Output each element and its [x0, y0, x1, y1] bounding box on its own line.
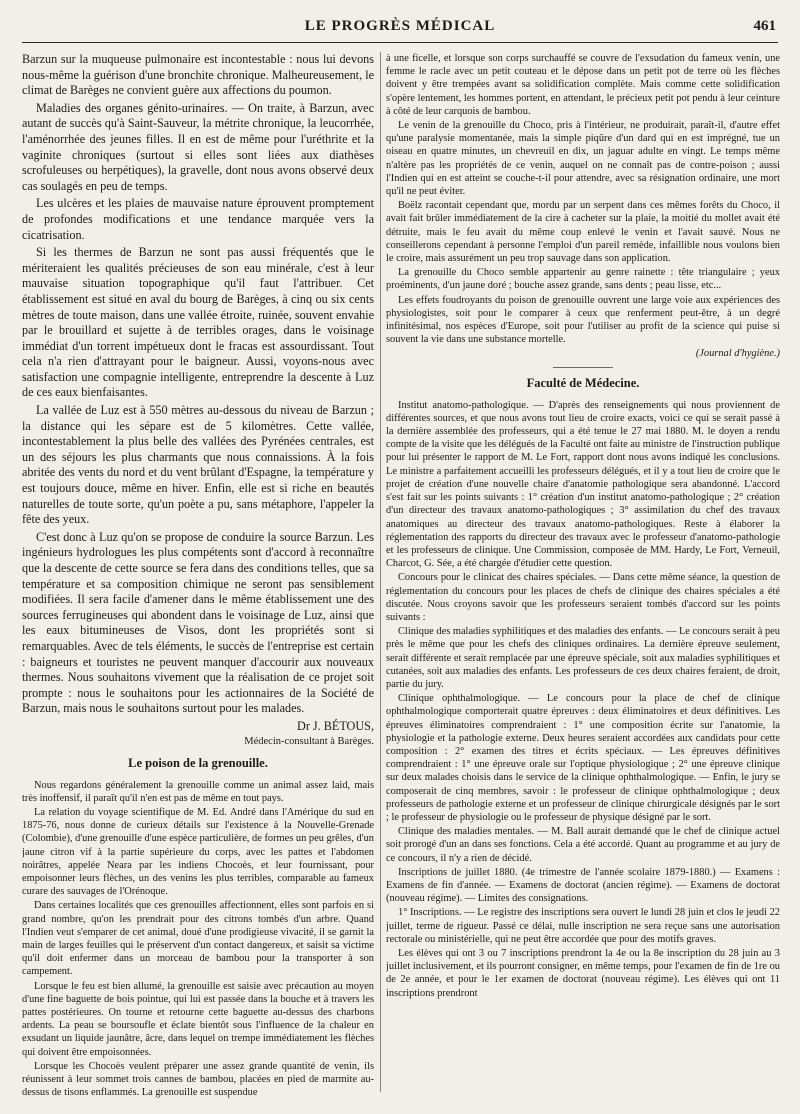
page-number: 461 [753, 18, 776, 34]
paragraph: Inscriptions de juillet 1880. (4e trimestre de l'année scolaire 1879-1880.) — Examens : Examens de fin d'année. — Examens de doctorat (ancien régime). — Examens de doctorat (nouveau régime). — Limites des consignations. [386, 866, 780, 905]
paragraph: Barzun sur la muqueuse pulmonaire est incontestable : nous lui devons nous-même la guérison d'une bronchite chronique. Malheureusement, le climat de Barèges ne convient guère aux affections du poumon. [22, 52, 374, 98]
paragraph: Dans certaines localités que ces grenouilles affectionnent, elles sont parfois en si grand nombre, qu'on les prendrait pour des citrons tombés d'un arbre. Quand l'Indien veut s'emparer de cet animal, doué d'une prodigieuse vivacité, il se garnit la main de larges feuilles qui le préservent d'un contact dangereux, et saisit sa victime qu'il doit enfermer dans un morceau de bambou pour la transporter à son campement. [22, 900, 374, 978]
source-citation: (Journal d'hygiène.) [695, 348, 780, 360]
paragraph: Lorsque les Chocoès veulent préparer une assez grande quantité de venin, ils réunissent à leur sommet trois cannes de bambou, placées en pied de marmite au-dessus de tisons enflammés. La grenouille est suspendue [22, 1060, 374, 1099]
paragraph: Les ulcères et les plaies de mauvaise nature éprouvent promptement de profondes modifications et une tendance marquée vers la cicatrisation. [22, 196, 374, 242]
paragraph: La grenouille du Choco semble appartenir au genre rainette : tête triangulaire ; yeux proéminents, d'un jaune doré ; bouche assez grande, sans dents ; peau lisse, etc... [386, 267, 780, 292]
paragraph: La vallée de Luz est à 550 mètres au-dessous du niveau de Barzun ; la distance qui les sépare est de 5 kilomètres. Cette vallée, incontestablement la plus belle des vallées des Pyrénées centrales, est un des séjours les plus charmants que nous connaissions. À la fois abritée des vents du nord et du vent brûlant d'Espagne, la température y est toujours douce, même en hiver. Enfin, elle est si riche en beautés naturelles de toute sorte, qu'un poète a pu, sans métaphore, l'appeler la fête des yeux. [22, 403, 374, 527]
paragraph: Boëlz racontait cependant que, mordu par un serpent dans ces mêmes forêts du Choco, il avait fait brûler immédiatement de la cire à cacheter sur la plaie, la moitié du mollet avait été détruite, mais le feu avait du même coup enlevé le venin et l'avait sauvé. Nous ne conseillerons cependant à personne l'emploi d'un pareil remède, infaillible nous voulons bien le croire, mais assurément un peu trop sauvage dans son application. [386, 200, 780, 265]
paragraph: Maladies des organes génito-urinaires. — On traite, à Barzun, avec autant de succès qu'à Saint-Sauveur, la métrite chronique, la leucorrhée, l'aménorrhée des jeunes filles. Il en est de même pour l'uréthrite et la vaginite chroniques (surtout si elles sont liées aux diathèses scrofuleuses ou herpétiques), la gravelle, dont nous avons observé deux cas soulagés en peu de temps. [22, 100, 374, 193]
column-divider [380, 52, 381, 1092]
paragraph: La relation du voyage scientifique de M. Ed. André dans l'Amérique du sud en 1875-76, nous donne de curieux détails sur l'existence à la Nouvelle-Grenade (Colombie), d'une grenouille d'une espèce particulière, de formes un peu grêles, d'un jaune citron vif à la partie supérieure du corps, avec les pattes et l'abdomen noirâtres, appelée Neara par les indiens Chocoès, et leur fournissant, pour empoisonner leurs flèches, un des venins les plus terribles, comparable au fameux curare des sauvages de l'Orénoque. [22, 806, 374, 898]
paragraph: Les effets foudroyants du poison de grenouille ouvrent une large voie aux expériences des physiologistes, soit pour le comparer à ceux que renferment peut-être, à un degré infinitésimal, nos espèces d'Europe, soit pour l'utiliser au profit de la science qui puise si souvent la vie dans une substance mortelle. [386, 294, 780, 346]
section-title-poison: Le poison de la grenouille. [128, 755, 268, 770]
signature-subtitle: Médecin-consultant à Barèges. [244, 735, 374, 747]
signature: Dr J. BÉTOUS, [297, 718, 374, 733]
paragraph: à une ficelle, et lorsque son corps surchauffé se couvre de l'exsudation du fameux venin, une femme le racle avec un petit couteau et le dépose dans un petit pot de terre où les flèches doivent y être trempées avant sa solidification complète. Mais comme cette solidification s'opère lentement, les hommes portent, en attendant, le précieux petit pot pendu à leur ceinture à côté de leur carquois de bambou. [386, 53, 780, 117]
page-header [22, 18, 778, 43]
section-divider [553, 367, 613, 368]
paragraph: Institut anatomo-pathologique. — D'après des renseignements qui nous proviennent de différentes sources, et que nous avons tout lieu de croire exacts, voici ce qui se serait passé à la dernière assemblée des professeurs, qui a été tenue le 27 mai 1880. M. le doyen a rendu compte de la visite que les délégués de la Faculté ont faite au ministre de l'instruction publique pour lui présenter le rapport de M. Le Fort, rapport dont nous avons indiqué les conclusions. Le ministre a parfaitement accueilli les professeurs délégués, et il y a tout lieu de croire que le projet de création d'une nouvelle chaire d'anatomie pathologique sera abandonné. L'accord s'est fait sur les points suivants : 1° création d'un institut anatomo-pathologique ; 2° création d'un directeur des travaux anatomo-pathologiques ; 3° assimilation du chef des travaux anatomiques au directeur des travaux anatomo-pathologiques. Reste à élaborer la réglementation des rapports du directeur des travaux avec le professeur d'anatomo-pathologie et les professeurs de clinique. Une Commission, composée de MM. Hardy, Le Fort, Verneuil, Charcot, G. Sée, a été chargée d'étudier cette question. [386, 399, 780, 570]
paragraph: Le venin de la grenouille du Choco, pris à l'intérieur, ne produirait, paraît-il, d'autre effet qu'une paralysie momentanée, mais la simple piqûre d'un dard qui en est imprégné, tue un oiseau en quatre minutes, un chevreuil en dix, un jaguar adulte en vingt. Le temps même n'altère pas les propriétés de ce venin, auquel on ne connaît pas de contre-poison ; aussi l'Indien qui en est atteint se couche-t-il pour attendre, avec sa résignation ordinaire, une mort qu'il ne peut éviter. [386, 120, 780, 198]
paragraph: C'est donc à Luz qu'on se propose de conduire la source Barzun. Les ingénieurs hydrologues les plus compétents sont d'accord à reconnaître que la descente de cette source se fera dans des conditions telles, que sa température et sa composition chimique ne seront pas sensiblement modifiées. Il sera facile d'amener dans le même établissement une des sources ferrugineuses qui abondent dans le voisinage de Luz, ainsi que les eaux bitumineuses de Visos, dont les propriétés sont si remarquables. Avec de tels éléments, le succès de l'entreprise est certain : baigneurs et touristes ne peuvent manquer d'accourir aux nouveaux thermes. Nous souhaitons vivement que la réalisation de ce projet soit prompte : nous le souhaitons pour les actionnaires de la Société de Barzun, mais nous le souhaitons surtout pour les malades. [22, 529, 374, 716]
paragraph: Clinique des maladies syphilitiques et des maladies des enfants. — Le concours serait à peu près le même que pour les chefs des cliniques ordinaires. La dernière épreuve seulement, serait différente et serait remplacée par une épreuve spéciale, soit aux maladies syphilitiques et cutanées, soit aux maladies des enfants. Les professeurs de ces deux chaires feraient, de droit, partie du jury. [386, 626, 780, 690]
right-column [386, 52, 780, 1102]
paragraph: Concours pour le clinicat des chaires spéciales. — Dans cette même séance, la question de réglementation du concours pour les places de chefs de clinique des chaires spéciales a été discutée. Nous croyons savoir que les professeurs seraient tombés d'accord sur les points suivants : [386, 572, 780, 623]
paragraph: Nous regardons généralement la grenouille comme un animal assez laid, mais très inoffensif, il paraît qu'il n'en est pas de même en tout pays. [22, 779, 374, 804]
paragraph: Clinique des maladies mentales. — M. Ball aurait demandé que le chef de clinique actuel soit prorogé d'un an dans ses fonctions. Cela a été accordé. Quant au programme et au jury de ce concours, il n'y a rien de décidé. [386, 826, 780, 864]
paragraph: Si les thermes de Barzun ne sont pas aussi fréquentés que le mériteraient les qualités précieuses de son eau minérale, c'est à leur mauvaise situation topographique qu'il faut l'attribuer. Cet établissement est situé en aval du bourg de Barèges, à cinq ou six cents mètres de toute maison, dans une vallée étroite, ruinée, souvent envahie par le brouillard et sujette à de terribles orages, dans le voisinage immédiat d'un torrent impétueux dont le fracas est assourdissant. Tout cela n'a rien d'attrayant pour le baigneur. Aussi, voyons-nous avec satisfaction une compagnie intelligente, entreprendre la descente à Luz de ces eaux bienfaisantes. [22, 245, 374, 400]
section-title-faculty: Faculté de Médecine. [526, 375, 640, 390]
paragraph: Clinique ophthalmologique. — Le concours pour la place de chef de clinique ophthalmologique comporterait quatre épreuves : deux éliminatoires et deux définitives. Les épreuves éliminatoires comprendraient : 1° une composition écrite sur l'anatomie, la physiologie et la pathologie externe. Deux heures seraient accordées aux candidats pour cette composition : 2° examen des titres et écrits spéciaux. — Les épreuves définitives comprendraient : 1° une épreuve orale sur l'optique physiologique ; 2° une épreuve clinique sur deux malades choisis dans le service de la clinique ophthalmologique. — Enfin, le jury se composerait de cinq membres, savoir : le professeur de clinique ophthalmologique ; deux professeurs de pathologie externe et un professeur de clinique chirurgicale désignés par le sort ; le professeur de physiologie ou le professeur de physique désigné par le sort. [386, 693, 780, 823]
paragraph: 1° Inscriptions. — Le registre des inscriptions sera ouvert le lundi 28 juin et clos le jeudi 22 juillet, terme de rigueur. Passé ce délai, nulle inscription ne sera reçue sans une autorisation rectorale ou ministérielle, qui ne peut être accordée que pour des motifs graves. [386, 907, 780, 945]
paragraph: Lorsque le feu est bien allumé, la grenouille est saisie avec précaution au moyen d'une fine baguette de bois pointue, qui lui est passée dans la bouche et à travers les pattes postérieures. On tourne et retourne cette baguette au-dessus des charbons ardents. La peau se boursoufle et éclate bientôt sous l'influence de la chaleur en exsudant un liquide jaunâtre, âcre, dans lequel on trempe immédiatement les flèches qui doivent être empoisonnées. [22, 980, 374, 1058]
journal-title: LE PROGRÈS MÉDICAL [304, 18, 496, 34]
left-column [22, 52, 374, 1102]
paragraph: Les élèves qui ont 3 ou 7 inscriptions prendront la 4e ou la 8e inscription du 28 juin au 3 juillet inclusivement, et ils pourront consigner, en même temps, pour l'examen de fin de 1re ou de 2e année, et pour le 1er examen de doctorat (nouveau régime). Les élèves qui ont 11 inscriptions prendront [386, 948, 780, 999]
